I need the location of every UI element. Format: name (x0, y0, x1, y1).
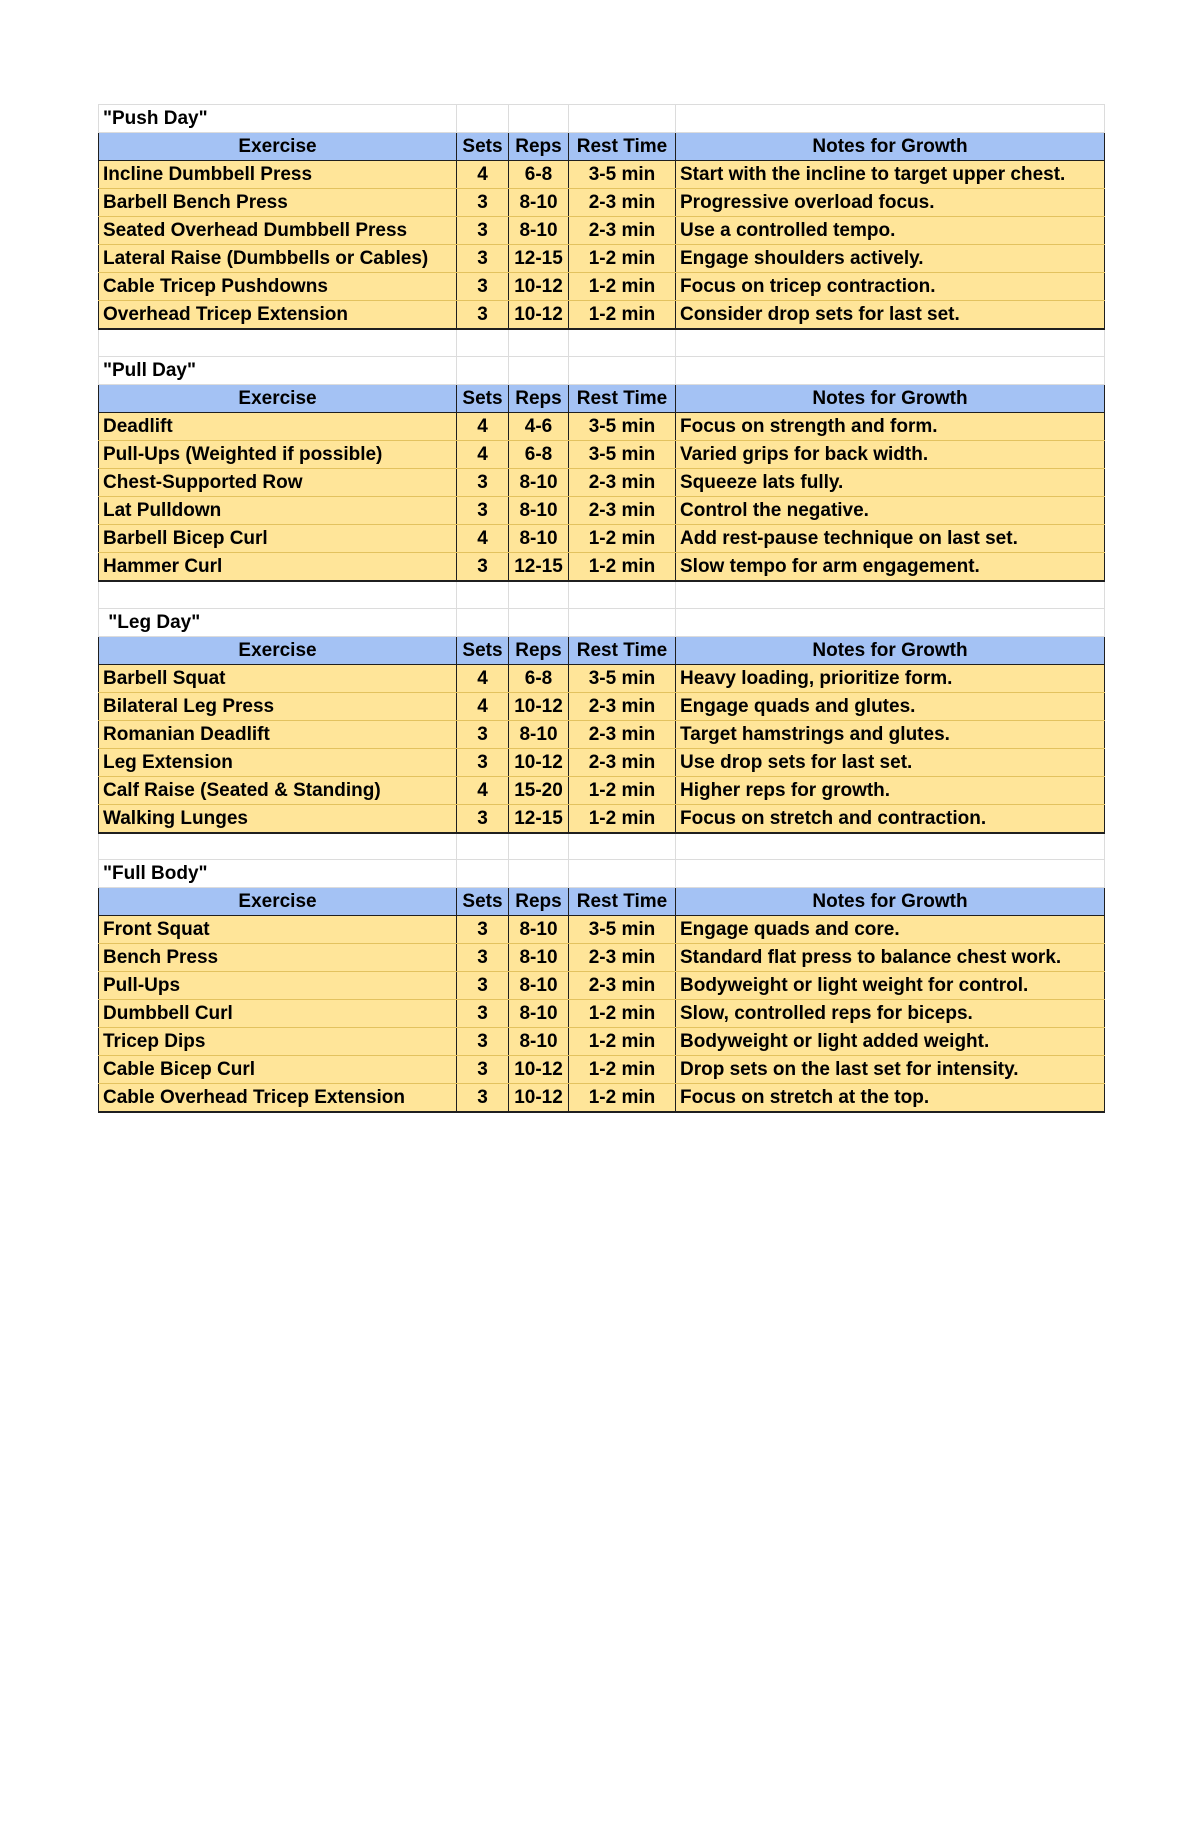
rest-time-cell[interactable]: 2-3 min (569, 217, 676, 245)
empty-cell[interactable] (457, 608, 509, 636)
notes-cell[interactable]: Use drop sets for last set. (676, 748, 1105, 776)
exercise-cell[interactable]: Bilateral Leg Press (99, 692, 457, 720)
notes-cell[interactable]: Heavy loading, prioritize form. (676, 664, 1105, 692)
table-row (99, 273, 1105, 301)
column-header-notes[interactable]: Notes for Growth (676, 384, 1105, 412)
column-header-notes[interactable]: Notes for Growth (676, 888, 1105, 916)
exercise-cell[interactable]: Chest-Supported Row (99, 468, 457, 496)
reps-cell[interactable]: 8-10 (509, 944, 569, 972)
notes-cell[interactable]: Control the negative. (676, 496, 1105, 524)
column-header-reps[interactable]: Reps (509, 384, 569, 412)
spreadsheet-sheet (98, 104, 1104, 1113)
table-row (99, 524, 1105, 552)
column-header-sets[interactable]: Sets (457, 384, 509, 412)
empty-cell[interactable] (457, 581, 509, 608)
reps-cell[interactable]: 6-8 (509, 440, 569, 468)
reps-cell[interactable]: 6-8 (509, 161, 569, 189)
column-header-sets[interactable]: Sets (457, 888, 509, 916)
empty-cell[interactable] (99, 833, 457, 860)
sets-cell[interactable]: 3 (457, 189, 509, 217)
spacer-row (99, 833, 1105, 860)
empty-cell[interactable] (509, 581, 569, 608)
notes-cell[interactable]: Add rest-pause technique on last set. (676, 524, 1105, 552)
rest-time-cell[interactable]: 2-3 min (569, 972, 676, 1000)
column-header-sets[interactable]: Sets (457, 636, 509, 664)
rest-time-cell[interactable]: 1-2 min (569, 1000, 676, 1028)
exercise-cell[interactable]: Hammer Curl (99, 552, 457, 581)
spacer-row (99, 329, 1105, 356)
empty-cell[interactable] (509, 833, 569, 860)
rest-time-cell[interactable]: 2-3 min (569, 189, 676, 217)
empty-cell[interactable] (676, 356, 1105, 384)
reps-cell[interactable]: 10-12 (509, 692, 569, 720)
reps-cell[interactable]: 8-10 (509, 189, 569, 217)
rest-time-cell[interactable]: 2-3 min (569, 692, 676, 720)
workout-table (98, 104, 1105, 1113)
reps-cell[interactable]: 8-10 (509, 524, 569, 552)
sets-cell[interactable]: 3 (457, 916, 509, 944)
sets-cell[interactable]: 3 (457, 217, 509, 245)
exercise-cell[interactable]: Walking Lunges (99, 804, 457, 833)
reps-cell[interactable]: 10-12 (509, 273, 569, 301)
empty-cell[interactable] (457, 833, 509, 860)
empty-cell[interactable] (569, 329, 676, 356)
rest-time-cell[interactable]: 1-2 min (569, 1056, 676, 1084)
sets-cell[interactable]: 3 (457, 468, 509, 496)
reps-cell[interactable]: 8-10 (509, 972, 569, 1000)
column-header-rest-time[interactable]: Rest Time (569, 133, 676, 161)
section-title-row (99, 860, 1105, 888)
reps-cell[interactable]: 8-10 (509, 217, 569, 245)
empty-cell[interactable] (457, 356, 509, 384)
column-header-row (99, 636, 1105, 664)
exercise-cell[interactable]: Cable Bicep Curl (99, 1056, 457, 1084)
sets-cell[interactable]: 3 (457, 944, 509, 972)
table-row (99, 1028, 1105, 1056)
sets-cell[interactable]: 3 (457, 496, 509, 524)
empty-cell[interactable] (676, 581, 1105, 608)
exercise-cell[interactable]: Barbell Squat (99, 664, 457, 692)
workout-table-body (99, 105, 1105, 1113)
notes-cell[interactable]: Bodyweight or light added weight. (676, 1028, 1105, 1056)
column-header-rest-time[interactable]: Rest Time (569, 384, 676, 412)
table-row (99, 1084, 1105, 1113)
column-header-reps[interactable]: Reps (509, 888, 569, 916)
notes-cell[interactable]: Engage shoulders actively. (676, 245, 1105, 273)
exercise-cell[interactable]: Dumbbell Curl (99, 1000, 457, 1028)
empty-cell[interactable] (676, 105, 1105, 133)
sets-cell[interactable]: 4 (457, 412, 509, 440)
notes-cell[interactable]: Consider drop sets for last set. (676, 301, 1105, 330)
sets-cell[interactable]: 3 (457, 301, 509, 330)
empty-cell[interactable] (569, 581, 676, 608)
table-row (99, 468, 1105, 496)
table-row (99, 412, 1105, 440)
notes-cell[interactable]: Slow tempo for arm engagement. (676, 552, 1105, 581)
rest-time-cell[interactable]: 3-5 min (569, 440, 676, 468)
column-header-row (99, 133, 1105, 161)
reps-cell[interactable]: 8-10 (509, 916, 569, 944)
rest-time-cell[interactable]: 1-2 min (569, 273, 676, 301)
table-row (99, 496, 1105, 524)
empty-cell[interactable] (569, 833, 676, 860)
notes-cell[interactable]: Varied grips for back width. (676, 440, 1105, 468)
section-title-row (99, 105, 1105, 133)
empty-cell[interactable] (569, 105, 676, 133)
notes-cell[interactable]: Slow, controlled reps for biceps. (676, 1000, 1105, 1028)
reps-cell[interactable]: 10-12 (509, 301, 569, 330)
reps-cell[interactable]: 4-6 (509, 412, 569, 440)
notes-cell[interactable]: Standard flat press to balance chest work. (676, 944, 1105, 972)
rest-time-cell[interactable]: 1-2 min (569, 1028, 676, 1056)
rest-time-cell[interactable]: 1-2 min (569, 245, 676, 273)
notes-cell[interactable]: Focus on tricep contraction. (676, 273, 1105, 301)
sets-cell[interactable]: 4 (457, 440, 509, 468)
table-row (99, 301, 1105, 330)
empty-cell[interactable] (457, 105, 509, 133)
reps-cell[interactable]: 6-8 (509, 664, 569, 692)
rest-time-cell[interactable]: 1-2 min (569, 776, 676, 804)
spacer-row (99, 581, 1105, 608)
rest-time-cell[interactable]: 2-3 min (569, 748, 676, 776)
empty-cell[interactable] (676, 860, 1105, 888)
table-row (99, 664, 1105, 692)
exercise-cell[interactable]: Tricep Dips (99, 1028, 457, 1056)
rest-time-cell[interactable]: 1-2 min (569, 804, 676, 833)
sets-cell[interactable]: 3 (457, 273, 509, 301)
column-header-exercise[interactable]: Exercise (99, 384, 457, 412)
exercise-cell[interactable]: Seated Overhead Dumbbell Press (99, 217, 457, 245)
empty-cell[interactable] (676, 608, 1105, 636)
reps-cell[interactable]: 8-10 (509, 496, 569, 524)
rest-time-cell[interactable]: 1-2 min (569, 301, 676, 330)
empty-cell[interactable] (676, 329, 1105, 356)
column-header-row (99, 888, 1105, 916)
rest-time-cell[interactable]: 2-3 min (569, 944, 676, 972)
sets-cell[interactable]: 3 (457, 720, 509, 748)
table-row (99, 189, 1105, 217)
column-header-notes[interactable]: Notes for Growth (676, 636, 1105, 664)
notes-cell[interactable]: Engage quads and glutes. (676, 692, 1105, 720)
sets-cell[interactable]: 3 (457, 1028, 509, 1056)
notes-cell[interactable]: Engage quads and core. (676, 916, 1105, 944)
column-header-exercise[interactable]: Exercise (99, 888, 457, 916)
empty-cell[interactable] (99, 329, 457, 356)
exercise-cell[interactable]: Lat Pulldown (99, 496, 457, 524)
rest-time-cell[interactable]: 1-2 min (569, 552, 676, 581)
rest-time-cell[interactable]: 3-5 min (569, 664, 676, 692)
exercise-cell[interactable]: Overhead Tricep Extension (99, 301, 457, 330)
column-header-exercise[interactable]: Exercise (99, 636, 457, 664)
exercise-cell[interactable]: Leg Extension (99, 748, 457, 776)
section-title-row (99, 608, 1105, 636)
sets-cell[interactable]: 3 (457, 552, 509, 581)
column-header-sets[interactable]: Sets (457, 133, 509, 161)
exercise-cell[interactable]: Barbell Bicep Curl (99, 524, 457, 552)
sets-cell[interactable]: 3 (457, 804, 509, 833)
sets-cell[interactable]: 4 (457, 692, 509, 720)
empty-cell[interactable] (457, 860, 509, 888)
table-row (99, 776, 1105, 804)
exercise-cell[interactable]: Lateral Raise (Dumbbells or Cables) (99, 245, 457, 273)
reps-cell[interactable]: 8-10 (509, 1000, 569, 1028)
notes-cell[interactable]: Progressive overload focus. (676, 189, 1105, 217)
table-row (99, 916, 1105, 944)
column-header-rest-time[interactable]: Rest Time (569, 888, 676, 916)
sets-cell[interactable]: 3 (457, 1000, 509, 1028)
rest-time-cell[interactable]: 1-2 min (569, 524, 676, 552)
empty-cell[interactable] (676, 833, 1105, 860)
empty-cell[interactable] (509, 329, 569, 356)
reps-cell[interactable]: 12-15 (509, 245, 569, 273)
exercise-cell[interactable]: Barbell Bench Press (99, 189, 457, 217)
notes-cell[interactable]: Bodyweight or light weight for control. (676, 972, 1105, 1000)
table-row (99, 1056, 1105, 1084)
rest-time-cell[interactable]: 2-3 min (569, 720, 676, 748)
rest-time-cell[interactable]: 3-5 min (569, 161, 676, 189)
table-row (99, 217, 1105, 245)
exercise-cell[interactable]: Front Squat (99, 916, 457, 944)
sets-cell[interactable]: 4 (457, 776, 509, 804)
notes-cell[interactable]: Focus on stretch and contraction. (676, 804, 1105, 833)
sets-cell[interactable]: 3 (457, 1084, 509, 1113)
table-row (99, 1000, 1105, 1028)
table-row (99, 692, 1105, 720)
reps-cell[interactable]: 10-12 (509, 1084, 569, 1113)
column-header-reps[interactable]: Reps (509, 636, 569, 664)
table-row (99, 804, 1105, 833)
table-row (99, 440, 1105, 468)
rest-time-cell[interactable]: 2-3 min (569, 468, 676, 496)
column-header-row (99, 384, 1105, 412)
exercise-cell[interactable]: Pull-Ups (Weighted if possible) (99, 440, 457, 468)
rest-time-cell[interactable]: 1-2 min (569, 1084, 676, 1113)
sets-cell[interactable]: 3 (457, 1056, 509, 1084)
sets-cell[interactable]: 3 (457, 748, 509, 776)
table-row (99, 552, 1105, 581)
reps-cell[interactable]: 8-10 (509, 1028, 569, 1056)
column-header-notes[interactable]: Notes for Growth (676, 133, 1105, 161)
exercise-cell[interactable]: Incline Dumbbell Press (99, 161, 457, 189)
empty-cell[interactable] (509, 105, 569, 133)
reps-cell[interactable]: 10-12 (509, 748, 569, 776)
table-row (99, 245, 1105, 273)
rest-time-cell[interactable]: 3-5 min (569, 412, 676, 440)
notes-cell[interactable]: Target hamstrings and glutes. (676, 720, 1105, 748)
notes-cell[interactable]: Use a controlled tempo. (676, 217, 1105, 245)
exercise-cell[interactable]: Bench Press (99, 944, 457, 972)
table-row (99, 161, 1105, 189)
column-header-exercise[interactable]: Exercise (99, 133, 457, 161)
reps-cell[interactable]: 15-20 (509, 776, 569, 804)
reps-cell[interactable]: 8-10 (509, 468, 569, 496)
section-title[interactable]: "Leg Day" (99, 608, 457, 636)
notes-cell[interactable]: Focus on stretch at the top. (676, 1084, 1105, 1113)
sets-cell[interactable]: 3 (457, 245, 509, 273)
empty-cell[interactable] (509, 356, 569, 384)
empty-cell[interactable] (569, 608, 676, 636)
empty-cell[interactable] (509, 860, 569, 888)
column-header-reps[interactable]: Reps (509, 133, 569, 161)
section-title[interactable]: "Full Body" (99, 860, 457, 888)
sets-cell[interactable]: 4 (457, 664, 509, 692)
empty-cell[interactable] (569, 860, 676, 888)
reps-cell[interactable]: 8-10 (509, 720, 569, 748)
notes-cell[interactable]: Higher reps for growth. (676, 776, 1105, 804)
table-row (99, 972, 1105, 1000)
section-title-row (99, 356, 1105, 384)
notes-cell[interactable]: Drop sets on the last set for intensity. (676, 1056, 1105, 1084)
notes-cell[interactable]: Start with the incline to target upper chest. (676, 161, 1105, 189)
exercise-cell[interactable]: Deadlift (99, 412, 457, 440)
exercise-cell[interactable]: Pull-Ups (99, 972, 457, 1000)
sets-cell[interactable]: 4 (457, 524, 509, 552)
table-row (99, 720, 1105, 748)
rest-time-cell[interactable]: 3-5 min (569, 916, 676, 944)
notes-cell[interactable]: Squeeze lats fully. (676, 468, 1105, 496)
table-row (99, 748, 1105, 776)
sets-cell[interactable]: 3 (457, 972, 509, 1000)
sets-cell[interactable]: 4 (457, 161, 509, 189)
reps-cell[interactable]: 12-15 (509, 804, 569, 833)
reps-cell[interactable]: 12-15 (509, 552, 569, 581)
reps-cell[interactable]: 10-12 (509, 1056, 569, 1084)
exercise-cell[interactable]: Cable Tricep Pushdowns (99, 273, 457, 301)
table-row (99, 944, 1105, 972)
notes-cell[interactable]: Focus on strength and form. (676, 412, 1105, 440)
exercise-cell[interactable]: Cable Overhead Tricep Extension (99, 1084, 457, 1113)
section-title[interactable]: "Pull Day" (99, 356, 457, 384)
rest-time-cell[interactable]: 2-3 min (569, 496, 676, 524)
empty-cell[interactable] (457, 329, 509, 356)
column-header-rest-time[interactable]: Rest Time (569, 636, 676, 664)
empty-cell[interactable] (99, 581, 457, 608)
empty-cell[interactable] (509, 608, 569, 636)
exercise-cell[interactable]: Romanian Deadlift (99, 720, 457, 748)
exercise-cell[interactable]: Calf Raise (Seated & Standing) (99, 776, 457, 804)
section-title[interactable]: "Push Day" (99, 105, 457, 133)
empty-cell[interactable] (569, 356, 676, 384)
